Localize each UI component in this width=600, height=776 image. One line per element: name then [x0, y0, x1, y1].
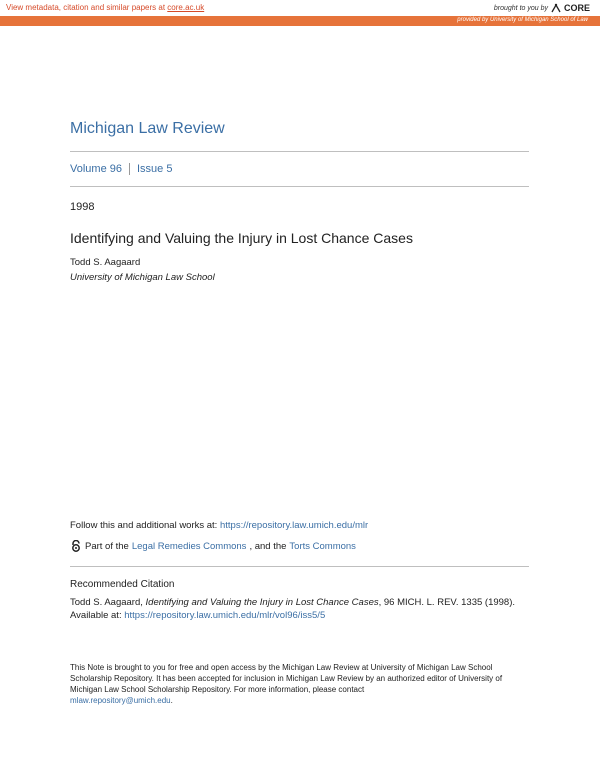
core-site-link[interactable]: core.ac.uk — [167, 3, 205, 12]
article-author: Todd S. Aagaard — [70, 257, 141, 268]
author-affiliation: University of Michigan Law School — [70, 272, 215, 283]
follow-text: Follow this and additional works at: — [70, 520, 220, 531]
follow-line — [70, 520, 368, 531]
recommended-citation-heading: Recommended Citation — [70, 579, 175, 590]
contact-email-link[interactable]: mlaw.repository@umich.edu — [70, 696, 171, 705]
citation-author: Todd S. Aagaard, — [70, 597, 146, 608]
core-logo-text: CORE — [563, 3, 590, 13]
citation-url-link[interactable]: https://repository.law.umich.edu/mlr/vol96/iss5/5 — [124, 610, 326, 621]
access-note — [70, 662, 530, 706]
legal-remedies-commons-link[interactable]: Legal Remedies Commons — [131, 540, 247, 552]
publication-year: 1998 — [70, 201, 95, 213]
core-branding — [494, 3, 590, 13]
core-orange-bar — [0, 16, 600, 26]
access-note-text: This Note is brought to you for free and open access by the Michigan Law Review at University of Michigan Law School Scholarship Repository. It has been accepted for inclusion in Michigan Law Review by an authorized editor of University of Michigan Law School Scholarship Repository. For more information, please contact — [70, 663, 503, 694]
citation-body — [70, 596, 530, 622]
divider-bottom — [70, 186, 529, 187]
torts-commons-link[interactable]: Torts Commons — [289, 540, 356, 552]
available-at-text: Available at: — [70, 610, 125, 621]
volume-link[interactable]: Volume 96 — [70, 163, 122, 175]
part-of-middle: , and the — [249, 540, 287, 552]
repository-link[interactable]: https://repository.law.umich.edu/mlr — [219, 520, 369, 531]
issue-link[interactable]: Issue 5 — [136, 163, 173, 175]
part-of-prefix: Part of the — [85, 540, 129, 552]
citation-rest: , 96 MICH. L. REV. 1335 (1998). — [378, 597, 516, 608]
provided-by-text: provided by University of Michigan School of Law — [457, 17, 588, 23]
article-title: Identifying and Valuing the Injury in Lost Chance Cases — [70, 230, 413, 246]
core-banner — [0, 0, 600, 27]
core-metadata-text: View metadata, citation and similar papers at — [6, 3, 168, 12]
core-logo-icon — [551, 3, 561, 13]
open-access-icon — [70, 540, 82, 552]
divider-citation — [70, 566, 529, 567]
journal-title[interactable]: Michigan Law Review — [70, 120, 225, 137]
volume-issue-separator — [129, 163, 130, 175]
core-metadata-link[interactable] — [6, 3, 204, 12]
access-note-end: . — [170, 696, 173, 705]
divider-top — [70, 151, 529, 152]
volume-issue-line — [70, 163, 172, 175]
part-of-line — [70, 540, 356, 552]
citation-title: Identifying and Valuing the Injury in Lost Chance Cases — [145, 597, 379, 608]
brought-to-you-text: brought to you by — [493, 4, 548, 12]
